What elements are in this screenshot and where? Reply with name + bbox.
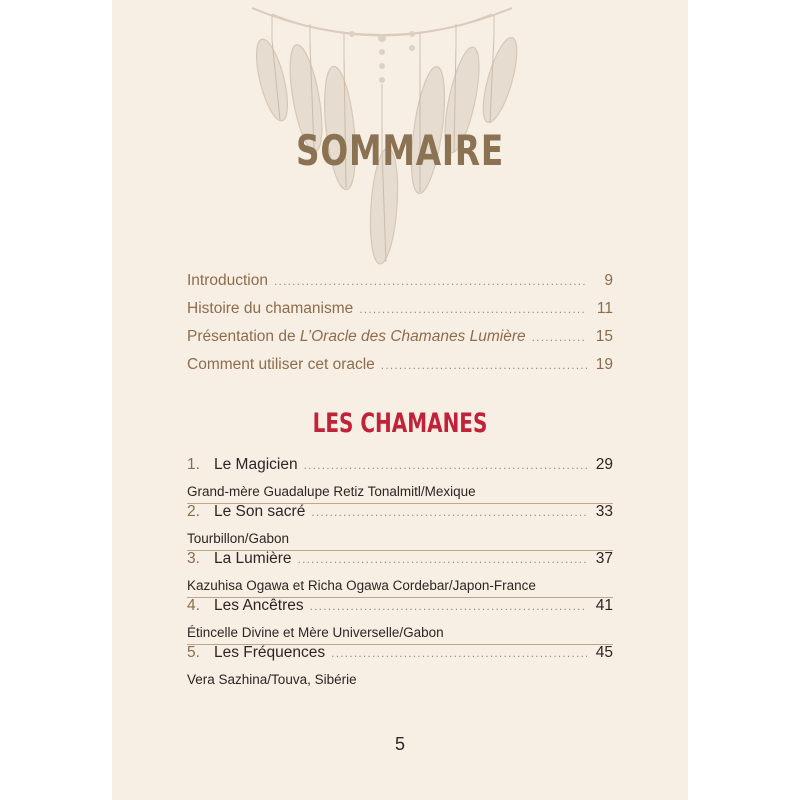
toc-page-number: 33 — [595, 503, 613, 520]
toc-entry-italic-title: L’Oracle des Chamanes Lumière — [299, 328, 526, 345]
chamane-entry-5[interactable] — [187, 644, 613, 691]
chamane-entry-2[interactable] — [187, 503, 613, 550]
entry-name: Le Magicien — [214, 456, 298, 473]
toc-page-number: 9 — [604, 272, 613, 289]
book-page — [112, 0, 688, 800]
leader-dots — [310, 599, 587, 613]
entry-subtitle: Kazuhisa Ogawa et Richa Ogawa Cordebar/Japon-France — [187, 578, 536, 593]
toc-page-number: 19 — [595, 356, 613, 373]
toc-entry-presentation[interactable] — [187, 328, 613, 356]
toc-entry-label: Introduction — [187, 272, 268, 289]
toc-entry-histoire[interactable] — [187, 300, 613, 328]
leader-dots — [311, 505, 587, 519]
entry-number: 3. — [187, 550, 200, 567]
entry-name: Les Ancêtres — [214, 597, 304, 614]
leader-dots — [304, 458, 587, 472]
entry-subtitle: Tourbillon/Gabon — [187, 531, 290, 546]
toc-page-number: 45 — [595, 644, 613, 661]
toc-entry-label: Comment utiliser cet oracle — [187, 356, 375, 373]
toc-page-number: 29 — [595, 456, 613, 473]
leader-dots — [359, 302, 587, 316]
leader-dots — [532, 330, 587, 344]
toc-intro-list — [187, 272, 613, 384]
chamane-entry-3[interactable] — [187, 550, 613, 597]
entry-name: Le Son sacré — [214, 503, 306, 520]
leader-dots — [274, 274, 587, 288]
toc-page-number: 15 — [595, 328, 613, 345]
entry-number: 5. — [187, 644, 200, 661]
page-title: SOMMAIRE — [295, 126, 505, 175]
page-number: 5 — [394, 734, 405, 754]
leader-dots — [381, 358, 587, 372]
toc-entry-label: Présentation de — [187, 328, 300, 345]
toc-page-number: 41 — [595, 597, 613, 614]
chamane-entry-1[interactable] — [187, 456, 613, 503]
entry-number: 4. — [187, 597, 200, 614]
chamanes-list — [187, 456, 613, 691]
entry-number: 1. — [187, 456, 200, 473]
toc-entry-comment-utiliser[interactable] — [187, 356, 613, 384]
toc-page-number: 11 — [596, 300, 613, 317]
toc-page-number: 37 — [595, 550, 613, 567]
section-title: LES CHAMANES — [312, 408, 488, 439]
entry-name: La Lumière — [214, 550, 292, 567]
toc-entry-label: Histoire du chamanisme — [187, 300, 354, 317]
entry-subtitle: Vera Sazhina/Touva, Sibérie — [187, 672, 357, 687]
entry-subtitle: Étincelle Divine et Mère Universelle/Gabon — [187, 625, 444, 640]
entry-subtitle: Grand-mère Guadalupe Retiz Tonalmitl/Mexique — [187, 484, 476, 499]
leader-dots — [331, 646, 587, 660]
chamane-entry-4[interactable] — [187, 597, 613, 644]
leader-dots — [298, 552, 587, 566]
toc-entry-introduction[interactable] — [187, 272, 613, 300]
entry-name: Les Fréquences — [214, 644, 326, 661]
entry-number: 2. — [187, 503, 200, 520]
